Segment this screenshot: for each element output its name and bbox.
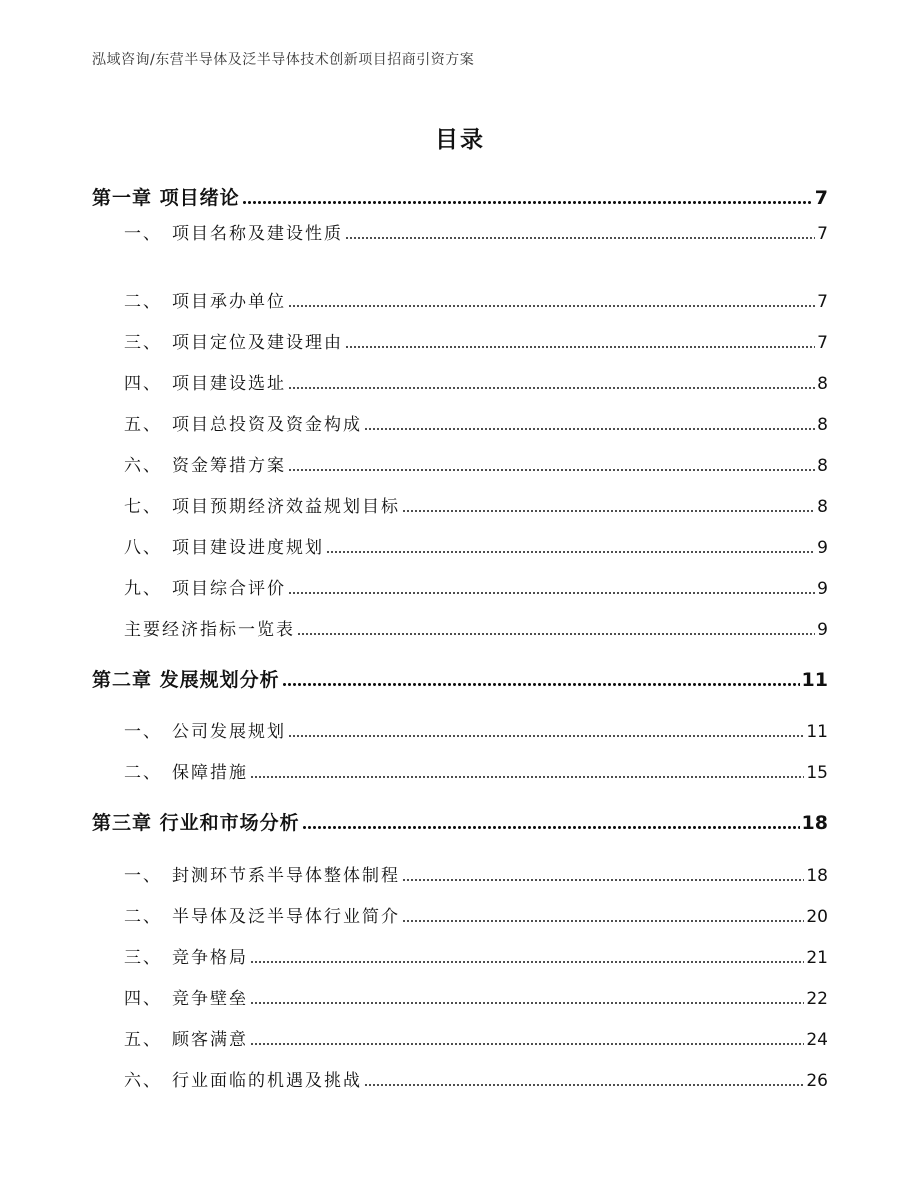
toc-section-number: 二、: [124, 292, 162, 312]
toc-section-item[interactable]: [124, 1025, 828, 1050]
toc-section-number: 三、: [124, 948, 162, 968]
toc-section-label: 公司发展规划: [172, 722, 286, 742]
toc-section-item[interactable]: [124, 328, 828, 353]
toc-section-item[interactable]: [124, 758, 828, 783]
toc-page-number: 18: [801, 812, 828, 834]
dot-leader: [326, 551, 815, 553]
toc-page-number: 11: [801, 669, 828, 691]
dot-leader: [250, 1002, 804, 1004]
dot-leader: [288, 469, 815, 471]
toc-section-number: 四、: [124, 989, 162, 1009]
toc-page-number: 21: [806, 948, 828, 968]
toc-chapter-1[interactable]: [92, 183, 828, 210]
dot-leader: [364, 428, 815, 430]
toc-section-label: 竞争壁垒: [172, 989, 248, 1009]
toc-section-label: 竞争格局: [172, 948, 248, 968]
toc-section-number: 六、: [124, 1071, 162, 1091]
toc-page-number: 9: [817, 538, 828, 558]
toc-page-number: 9: [817, 579, 828, 599]
dot-leader: [345, 346, 815, 348]
toc-section-number: 一、: [124, 224, 162, 244]
toc-section-number: 九、: [124, 579, 162, 599]
toc-page-number: 8: [817, 374, 828, 394]
dot-leader: [402, 879, 804, 881]
toc-section-label: 项目建设选址: [172, 374, 286, 394]
toc-page-number: 8: [817, 497, 828, 517]
toc-section-item[interactable]: [124, 943, 828, 968]
toc-section-label: 顾客满意: [172, 1030, 248, 1050]
toc-section-number: 四、: [124, 374, 162, 394]
toc-page-number: 9: [817, 620, 828, 640]
toc-section-label: 项目定位及建设理由: [172, 333, 343, 353]
toc-chapter-2[interactable]: [92, 665, 828, 692]
toc-section-item[interactable]: [124, 492, 828, 517]
toc-section-item[interactable]: [124, 902, 828, 927]
dot-leader: [250, 961, 804, 963]
dot-leader: [302, 826, 800, 829]
toc-section-label: 项目预期经济效益规划目标: [172, 497, 400, 517]
dot-leader: [297, 633, 815, 635]
toc-section-label: 封测环节系半导体整体制程: [172, 866, 400, 886]
dot-leader: [364, 1084, 804, 1086]
toc-section-number: 八、: [124, 538, 162, 558]
toc-chapter-label: 第二章 发展规划分析: [92, 669, 280, 691]
toc-section-item[interactable]: [124, 287, 828, 312]
toc-section-item[interactable]: [124, 574, 828, 599]
dot-leader: [250, 1043, 804, 1045]
toc-page-number: 7: [814, 187, 828, 209]
toc-section-number: 一、: [124, 866, 162, 886]
toc-section-number: 三、: [124, 333, 162, 353]
toc-section-item[interactable]: [124, 451, 828, 476]
toc-section-number: 一、: [124, 722, 162, 742]
toc-title: 目录: [435, 127, 485, 153]
dot-leader: [250, 776, 804, 778]
toc-page-number: 8: [817, 456, 828, 476]
toc-page-number: 7: [817, 333, 828, 353]
toc-section-item[interactable]: [124, 219, 828, 244]
toc-section-label: 项目总投资及资金构成: [172, 415, 362, 435]
toc-section-item[interactable]: [124, 717, 828, 742]
toc-section-item[interactable]: [124, 615, 828, 640]
dot-leader: [402, 510, 815, 512]
toc-page-number: 24: [806, 1030, 828, 1050]
dot-leader: [345, 237, 815, 239]
toc-page-number: 18: [806, 866, 828, 886]
toc-section-label: 项目承办单位: [172, 292, 286, 312]
toc-section-item[interactable]: [124, 984, 828, 1009]
dot-leader: [242, 201, 813, 204]
toc-section-label: 项目建设进度规划: [172, 538, 324, 558]
toc-section-number: 七、: [124, 497, 162, 517]
toc-section-item[interactable]: [124, 861, 828, 886]
toc-chapter-label: 第一章 项目绪论: [92, 187, 240, 209]
toc-section-label: 半导体及泛半导体行业简介: [172, 907, 400, 927]
toc-page-number: 26: [806, 1071, 828, 1091]
toc-section-label: 项目综合评价: [172, 579, 286, 599]
toc-section-label: 主要经济指标一览表: [124, 620, 295, 640]
toc-page-number: 20: [806, 907, 828, 927]
toc-section-item[interactable]: [124, 410, 828, 435]
dot-leader: [282, 683, 800, 686]
toc-section-item[interactable]: [124, 369, 828, 394]
dot-leader: [402, 920, 804, 922]
toc-chapter-3[interactable]: [92, 808, 828, 835]
dot-leader: [288, 735, 804, 737]
toc-section-number: 五、: [124, 1030, 162, 1050]
dot-leader: [288, 592, 815, 594]
toc-page-number: 7: [817, 224, 828, 244]
toc-section-label: 行业面临的机遇及挑战: [172, 1071, 362, 1091]
dot-leader: [288, 305, 815, 307]
toc-section-item[interactable]: [124, 533, 828, 558]
toc-section-label: 资金筹措方案: [172, 456, 286, 476]
toc-section-item[interactable]: [124, 1066, 828, 1091]
toc-page-number: 15: [806, 763, 828, 783]
toc-section-number: 二、: [124, 907, 162, 927]
toc-section-number: 五、: [124, 415, 162, 435]
toc-section-label: 项目名称及建设性质: [172, 224, 343, 244]
dot-leader: [288, 387, 815, 389]
document-header: 泓域咨询/东营半导体及泛半导体技术创新项目招商引资方案: [92, 52, 475, 68]
toc-section-label: 保障措施: [172, 763, 248, 783]
toc-section-number: 六、: [124, 456, 162, 476]
toc-page-number: 11: [806, 722, 828, 742]
toc-page-number: 8: [817, 415, 828, 435]
toc-section-number: 二、: [124, 763, 162, 783]
toc-page-number: 22: [806, 989, 828, 1009]
toc-chapter-label: 第三章 行业和市场分析: [92, 812, 300, 834]
toc-page-number: 7: [817, 292, 828, 312]
